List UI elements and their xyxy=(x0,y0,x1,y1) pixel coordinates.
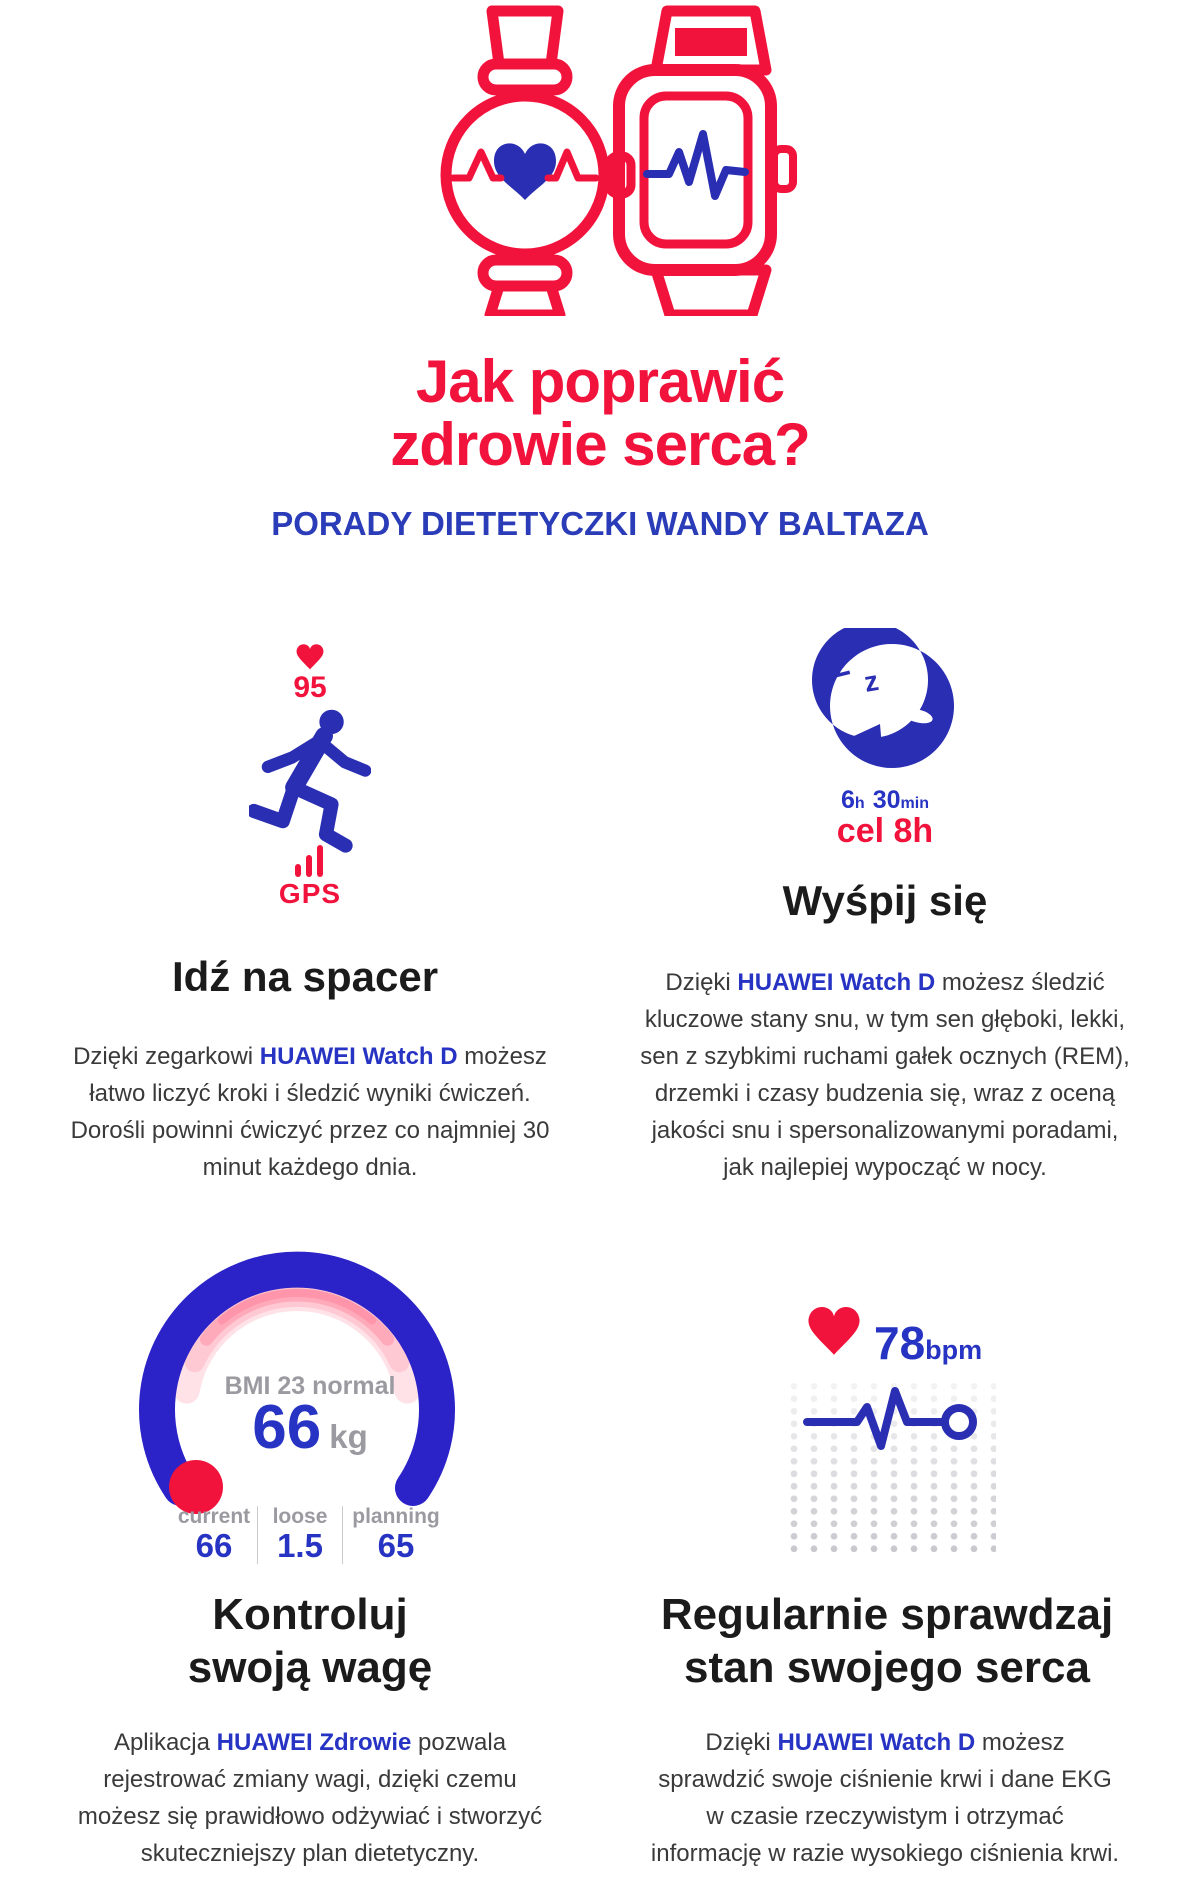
heart-check-text-post: możesz sprawdzić swoje ciśnienie krwi i dane EKG w czasie rzeczywistym i otrzymać informację w razie wysokiego ciśnienia krwi. xyxy=(650,1729,1120,1867)
walk-paragraph xyxy=(67,1038,553,1186)
round-watch-top-lug xyxy=(483,64,567,90)
sleep-minutes-unit: min xyxy=(900,795,929,812)
page-subtitle: PORADY DIETETYCZKI WANDY BALTAZA xyxy=(271,505,929,542)
heart-rate-value: 95 xyxy=(293,671,327,704)
ecg-line-icon xyxy=(647,134,745,196)
square-watch-strap-accent xyxy=(675,28,747,56)
square-watch-bottom-strap xyxy=(656,270,766,315)
square-watch-crown xyxy=(774,149,793,189)
weight-number: 66 xyxy=(252,1393,322,1462)
bpm-unit: bpm xyxy=(925,1335,983,1365)
brand-huawei-watch-d: HUAWEI Watch D xyxy=(777,1729,976,1756)
heart-check-paragraph xyxy=(649,1724,1121,1872)
stat-value: 66 xyxy=(195,1527,233,1564)
sleep-paragraph xyxy=(638,964,1132,1186)
weight-text-pre: Aplikacja xyxy=(113,1729,217,1756)
gps-signal-bars-icon xyxy=(295,845,325,877)
stat-loose xyxy=(257,1506,342,1564)
stat-label: planning xyxy=(352,1505,440,1528)
stat-label: loose xyxy=(272,1505,328,1528)
sleeping-moon-icon xyxy=(800,628,960,773)
stat-planning xyxy=(342,1506,449,1564)
weight-value xyxy=(110,1393,510,1462)
title-line-1: Jak poprawić xyxy=(415,348,785,415)
round-watch-bottom-strap xyxy=(490,286,560,315)
heart-icon xyxy=(802,1299,866,1358)
heart-icon xyxy=(494,143,556,200)
heart-rate-bpm xyxy=(874,1318,1034,1368)
weight-text-post: pozwala rejestrować zmiany wagi, dzięki czemu możesz się prawidłowo odżywiać i stworzyć skuteczniejszy plan dietetyczny. xyxy=(77,1729,543,1867)
walk-heading: Idź na spacer xyxy=(171,953,439,1000)
brand-huawei-zdrowie: HUAWEI Zdrowie xyxy=(216,1729,412,1756)
svg-text:z: z xyxy=(826,641,854,686)
walk-text-pre: Dzięki zegarkowi xyxy=(73,1043,260,1070)
stat-value: 65 xyxy=(377,1527,415,1564)
weight-heading-line-1: Kontroluj xyxy=(212,1590,408,1639)
weight-heading xyxy=(60,1588,560,1694)
weight-paragraph xyxy=(68,1724,552,1872)
heart-check-heading-line-2: stan swojego serca xyxy=(684,1643,1090,1692)
brand-huawei-watch-d: HUAWEI Watch D xyxy=(737,969,936,996)
smartwatches-illustration xyxy=(395,4,835,316)
sleep-hours-unit: h xyxy=(854,795,865,812)
ekg-line-icon xyxy=(795,1380,985,1464)
sleep-text-post: możesz śledzić kluczowe stany snu, w tym sen głęboki, lekki, sen z szybkimi ruchami gałek ocznych (REM), drzemki i czasy budzenia się, wraz z oceną jakości snu i spersonalizowanymi poradami, jak najlepiej wypocząć w nocy. xyxy=(640,969,1130,1181)
sleep-goal: cel 8h xyxy=(836,812,934,850)
sleep-hours: 6 xyxy=(841,786,855,814)
runner-icon xyxy=(249,705,371,855)
heart-check-text-pre: Dzięki xyxy=(705,1729,778,1756)
page-title xyxy=(0,350,1200,476)
sleep-heading: Wyśpij się xyxy=(782,877,988,924)
svg-text:z: z xyxy=(861,664,881,698)
heart-check-heading-line-1: Regularnie sprawdzaj xyxy=(660,1590,1114,1639)
bpm-value: 78 xyxy=(874,1317,926,1369)
weight-unit: kg xyxy=(329,1418,368,1455)
round-watch-top-strap xyxy=(492,11,558,64)
walk-text-post: możesz łatwo liczyć kroki i śledzić wyniki ćwiczeń. Dorośli powinni ćwiczyć przez co najmniej 30 minut każdego dnia. xyxy=(70,1043,550,1181)
sleep-minutes: 30 xyxy=(872,786,901,814)
sleep-text-pre: Dzięki xyxy=(665,969,738,996)
title-line-2: zdrowie serca? xyxy=(390,411,810,478)
stat-label: current xyxy=(177,1505,251,1528)
gps-label: GPS xyxy=(278,878,342,909)
stat-value: 1.5 xyxy=(277,1527,323,1564)
weight-stats-row xyxy=(171,1506,449,1564)
heart-icon xyxy=(293,640,327,671)
bmi-label: BMI 23 normal xyxy=(224,1372,396,1400)
heart-check-heading xyxy=(637,1588,1137,1694)
weight-heading-line-2: swoją wagę xyxy=(187,1643,433,1692)
stat-current xyxy=(171,1506,257,1564)
brand-huawei-watch-d: HUAWEI Watch D xyxy=(259,1043,458,1070)
walk-illustration xyxy=(180,640,440,909)
